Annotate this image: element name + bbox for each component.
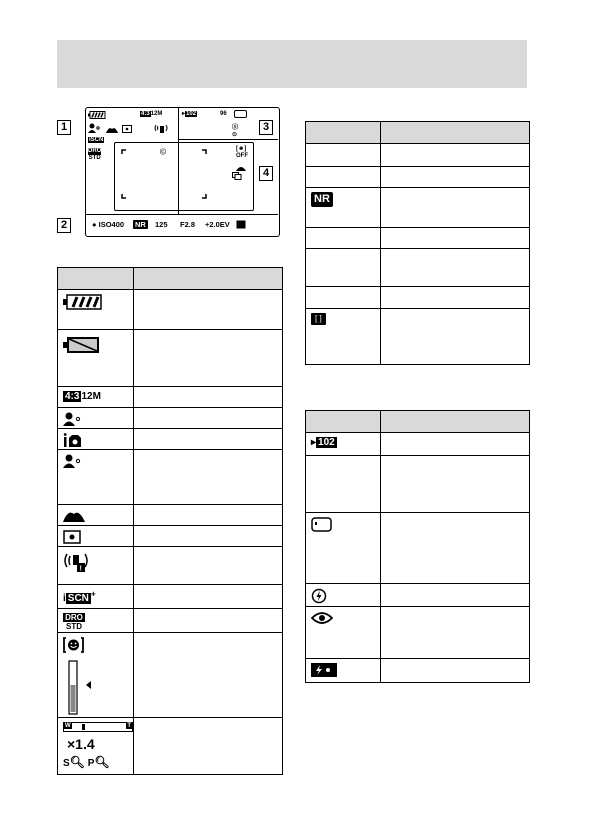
table-indicators-2 [305,121,530,365]
focus-frame-icon: [ ] [311,313,326,325]
flash-off-icon [311,588,327,604]
table-row [58,290,134,330]
table-row [58,718,134,775]
section-header-band [57,40,527,88]
zoom-icon: W T ×1.4 S🔍︎ P🔍︎ [63,723,131,769]
svg-text:!: ! [79,565,82,573]
table-row [58,505,134,526]
burst-icon [232,172,242,180]
smile-shutter-icon [88,123,102,133]
smile-sensitivity-icon [63,637,99,715]
memory-card-icon [234,110,248,119]
table-row [58,450,134,505]
table-row [306,188,381,228]
table-row [58,609,134,633]
table-indicators-3 [305,410,530,683]
callout-1: 1 [57,120,71,135]
flash-charging-icon [311,663,337,677]
lcd-bar-shutter: 125 [155,220,168,229]
dro-icon: DRO STD [88,148,102,161]
table-row [58,330,134,387]
redeye-icon: Ⓢ ⊙ [232,125,239,138]
lcd-bar-aperture: F2.8 [180,220,196,229]
table-row [58,526,134,547]
lcd-folder: ▸102 [182,111,197,117]
lcd-divider-horizontal [178,139,278,140]
lcd-bar-nr: NR [135,220,146,229]
lcd-bar-ev: +2.0EV [205,220,230,229]
table-row [306,433,381,456]
nr-icon: NR [311,192,333,207]
battery-empty-icon [63,334,103,356]
table-row [58,429,134,450]
spot-metering-icon [122,125,132,133]
lcd-remaining: 96 [220,111,227,117]
callout-4: 4 [259,166,273,181]
callout-2: 2 [57,218,71,233]
focus-frame-brackets [118,146,250,206]
spot-metering-icon [63,530,81,544]
camera-shake-icon [154,123,168,135]
af-icon [236,220,246,229]
memory-card-icon [311,517,333,533]
table-indicators-1 [57,267,283,775]
face-detection-icon: [☻] OFF [236,146,248,159]
battery-icon [88,111,106,119]
macro-icon [236,163,246,171]
table-row [306,584,381,607]
dro-icon: DRO STD [63,613,85,631]
intelligent-auto-icon [63,433,85,447]
table-row [58,547,134,585]
table-row [306,659,381,683]
table-row [58,408,134,429]
lcd-image-size: 4:312M [141,111,163,117]
battery-icon [63,294,103,310]
camera-shake-icon [63,551,89,573]
scene-icon [63,412,83,426]
table-row [58,585,134,609]
red-eye-icon [311,611,333,625]
metering-icon [63,509,85,522]
table-row [58,387,134,408]
self-timer-icon: Ⓒ [160,150,167,156]
metering-icon [106,126,118,133]
table-row [306,607,381,659]
lcd-bar-info: ● ISO400 [92,220,125,229]
callout-3: 3 [259,120,273,135]
scene-recognition-icon: i SCN + [63,589,96,605]
table-row [306,513,381,584]
folder-icon: ▸ 102 [311,437,335,448]
smile-shutter-icon [63,454,83,468]
image-size-icon: 4:3 12M [65,391,101,402]
table-row [58,633,134,718]
table-row [306,309,381,365]
scene-recognition-icon: iSCN [89,137,104,143]
